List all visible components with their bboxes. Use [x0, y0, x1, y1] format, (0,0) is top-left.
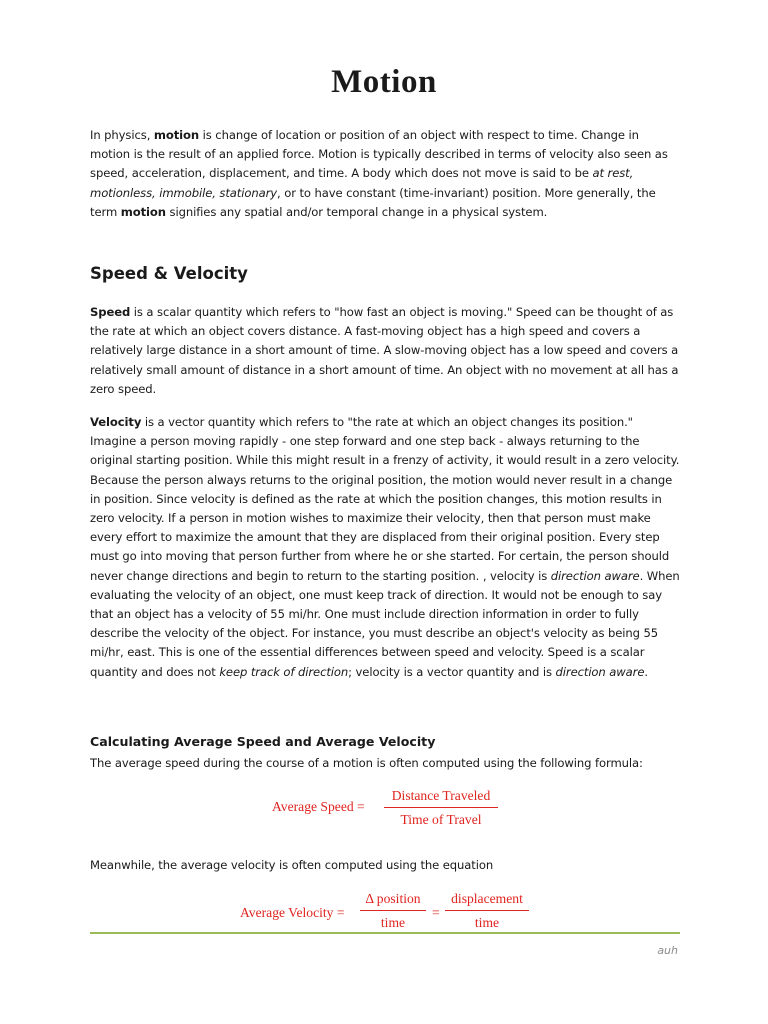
- intro-text-3: , or to have constant (time-invariant) position. More generally, the term: [90, 185, 656, 219]
- formula-velocity-lhs: Average Velocity =: [240, 905, 345, 920]
- footer-divider: [90, 932, 680, 934]
- intro-text-1: In physics,: [90, 128, 154, 142]
- intro-italic-rest: at rest, motionless, immobile, stationary: [90, 166, 634, 200]
- formula-velocity-den2: time: [474, 915, 500, 930]
- speed-paragraph: [90, 303, 682, 399]
- heading-calculating: Calculating Average Speed and Average Velocity: [90, 734, 436, 749]
- avg-velocity-intro: Meanwhile, the average velocity is often computed using the equation: [90, 858, 494, 872]
- formula-velocity-num2: displacement: [445, 891, 529, 911]
- formula-velocity-fraction-2: [445, 891, 529, 931]
- intro-bold-motion: motion: [153, 128, 200, 142]
- avg-speed-intro: The average speed during the course of a motion is often computed using the following formula:: [90, 756, 643, 770]
- velocity-text-4: .: [644, 664, 648, 679]
- velocity-text-1: is a vector quantity which refers to "the rate at which an object changes its position." Imagine a person moving rapidly - one step forward and one step back - always returning to the original starting position. While this might result in a frenzy of activity, it would result in a zero velocity. Because the person always returns to the original position, the motion would never result in a change in position. Since velocity is defined as the rate at which the position changes, this motion results in zero velocity. If a person in motion wishes to maximize their velocity, then that person must make every effort to maximize the amount that they are displaced from their original position. Every step must go into moving that person further from where he or she started. For certain, the person should never change directions and begin to return to the starting position. , velocity is: [90, 415, 680, 583]
- formula-velocity-num1: Δ position: [360, 891, 426, 911]
- velocity-text-3: ; velocity is a vector quantity and is: [348, 664, 556, 679]
- intro-paragraph: [90, 126, 682, 222]
- page-title: Motion: [331, 64, 437, 100]
- formula-velocity-equals: =: [432, 905, 440, 920]
- formula-speed-numerator: Distance Traveled: [384, 788, 498, 808]
- velocity-text-2: . When evaluating the velocity of an object, one must keep track of direction. It would not be enough to say that an object has a velocity of 55 mi/hr. One must include direction information in order to fully describe the velocity of the object. For instance, you must describe an object's velocity as being 55 mi/hr, east. This is one of the essential differences between speed and velocity. Speed is a scalar quantity and does not: [90, 568, 680, 679]
- velocity-paragraph: [90, 413, 682, 682]
- speed-text: is a scalar quantity which refers to "how fast an object is moving." Speed can be thought of as the rate at which an object covers distance. A fast-moving object has a high speed and covers a relatively large distance in a short amount of time. A slow-moving object has a low speed and covers a relatively small amount of distance in a short amount of time. An object with no movement at all has a zero speed.: [90, 305, 679, 396]
- heading-speed-velocity: Speed & Velocity: [90, 264, 248, 283]
- formula-velocity-den1: time: [380, 915, 406, 930]
- formula-velocity-fraction-1: [360, 891, 426, 931]
- footer-initials: auh: [657, 944, 678, 957]
- formula-speed-fraction: [384, 788, 498, 828]
- speed-bold: Speed: [90, 305, 131, 319]
- formula-speed-denominator: Time of Travel: [400, 812, 482, 827]
- velocity-bold: Velocity: [90, 415, 142, 429]
- velocity-italic-2: keep track of direction: [219, 664, 349, 679]
- intro-bold-motion-2: motion: [120, 204, 166, 219]
- formula-speed-lhs: Average Speed =: [272, 799, 365, 814]
- velocity-italic-1: direction aware: [550, 568, 640, 583]
- intro-text-2: is change of location or position of an object with respect to time. Change in motion is the result of an applied force. Motion is typically described in terms of velocity also seen as speed, acceleration, displacement, and time. A body which does not move is said to be: [90, 128, 668, 181]
- intro-text-4: signifies any spatial and/or temporal change in a physical system.: [165, 204, 548, 219]
- velocity-italic-3: direction aware: [555, 664, 645, 679]
